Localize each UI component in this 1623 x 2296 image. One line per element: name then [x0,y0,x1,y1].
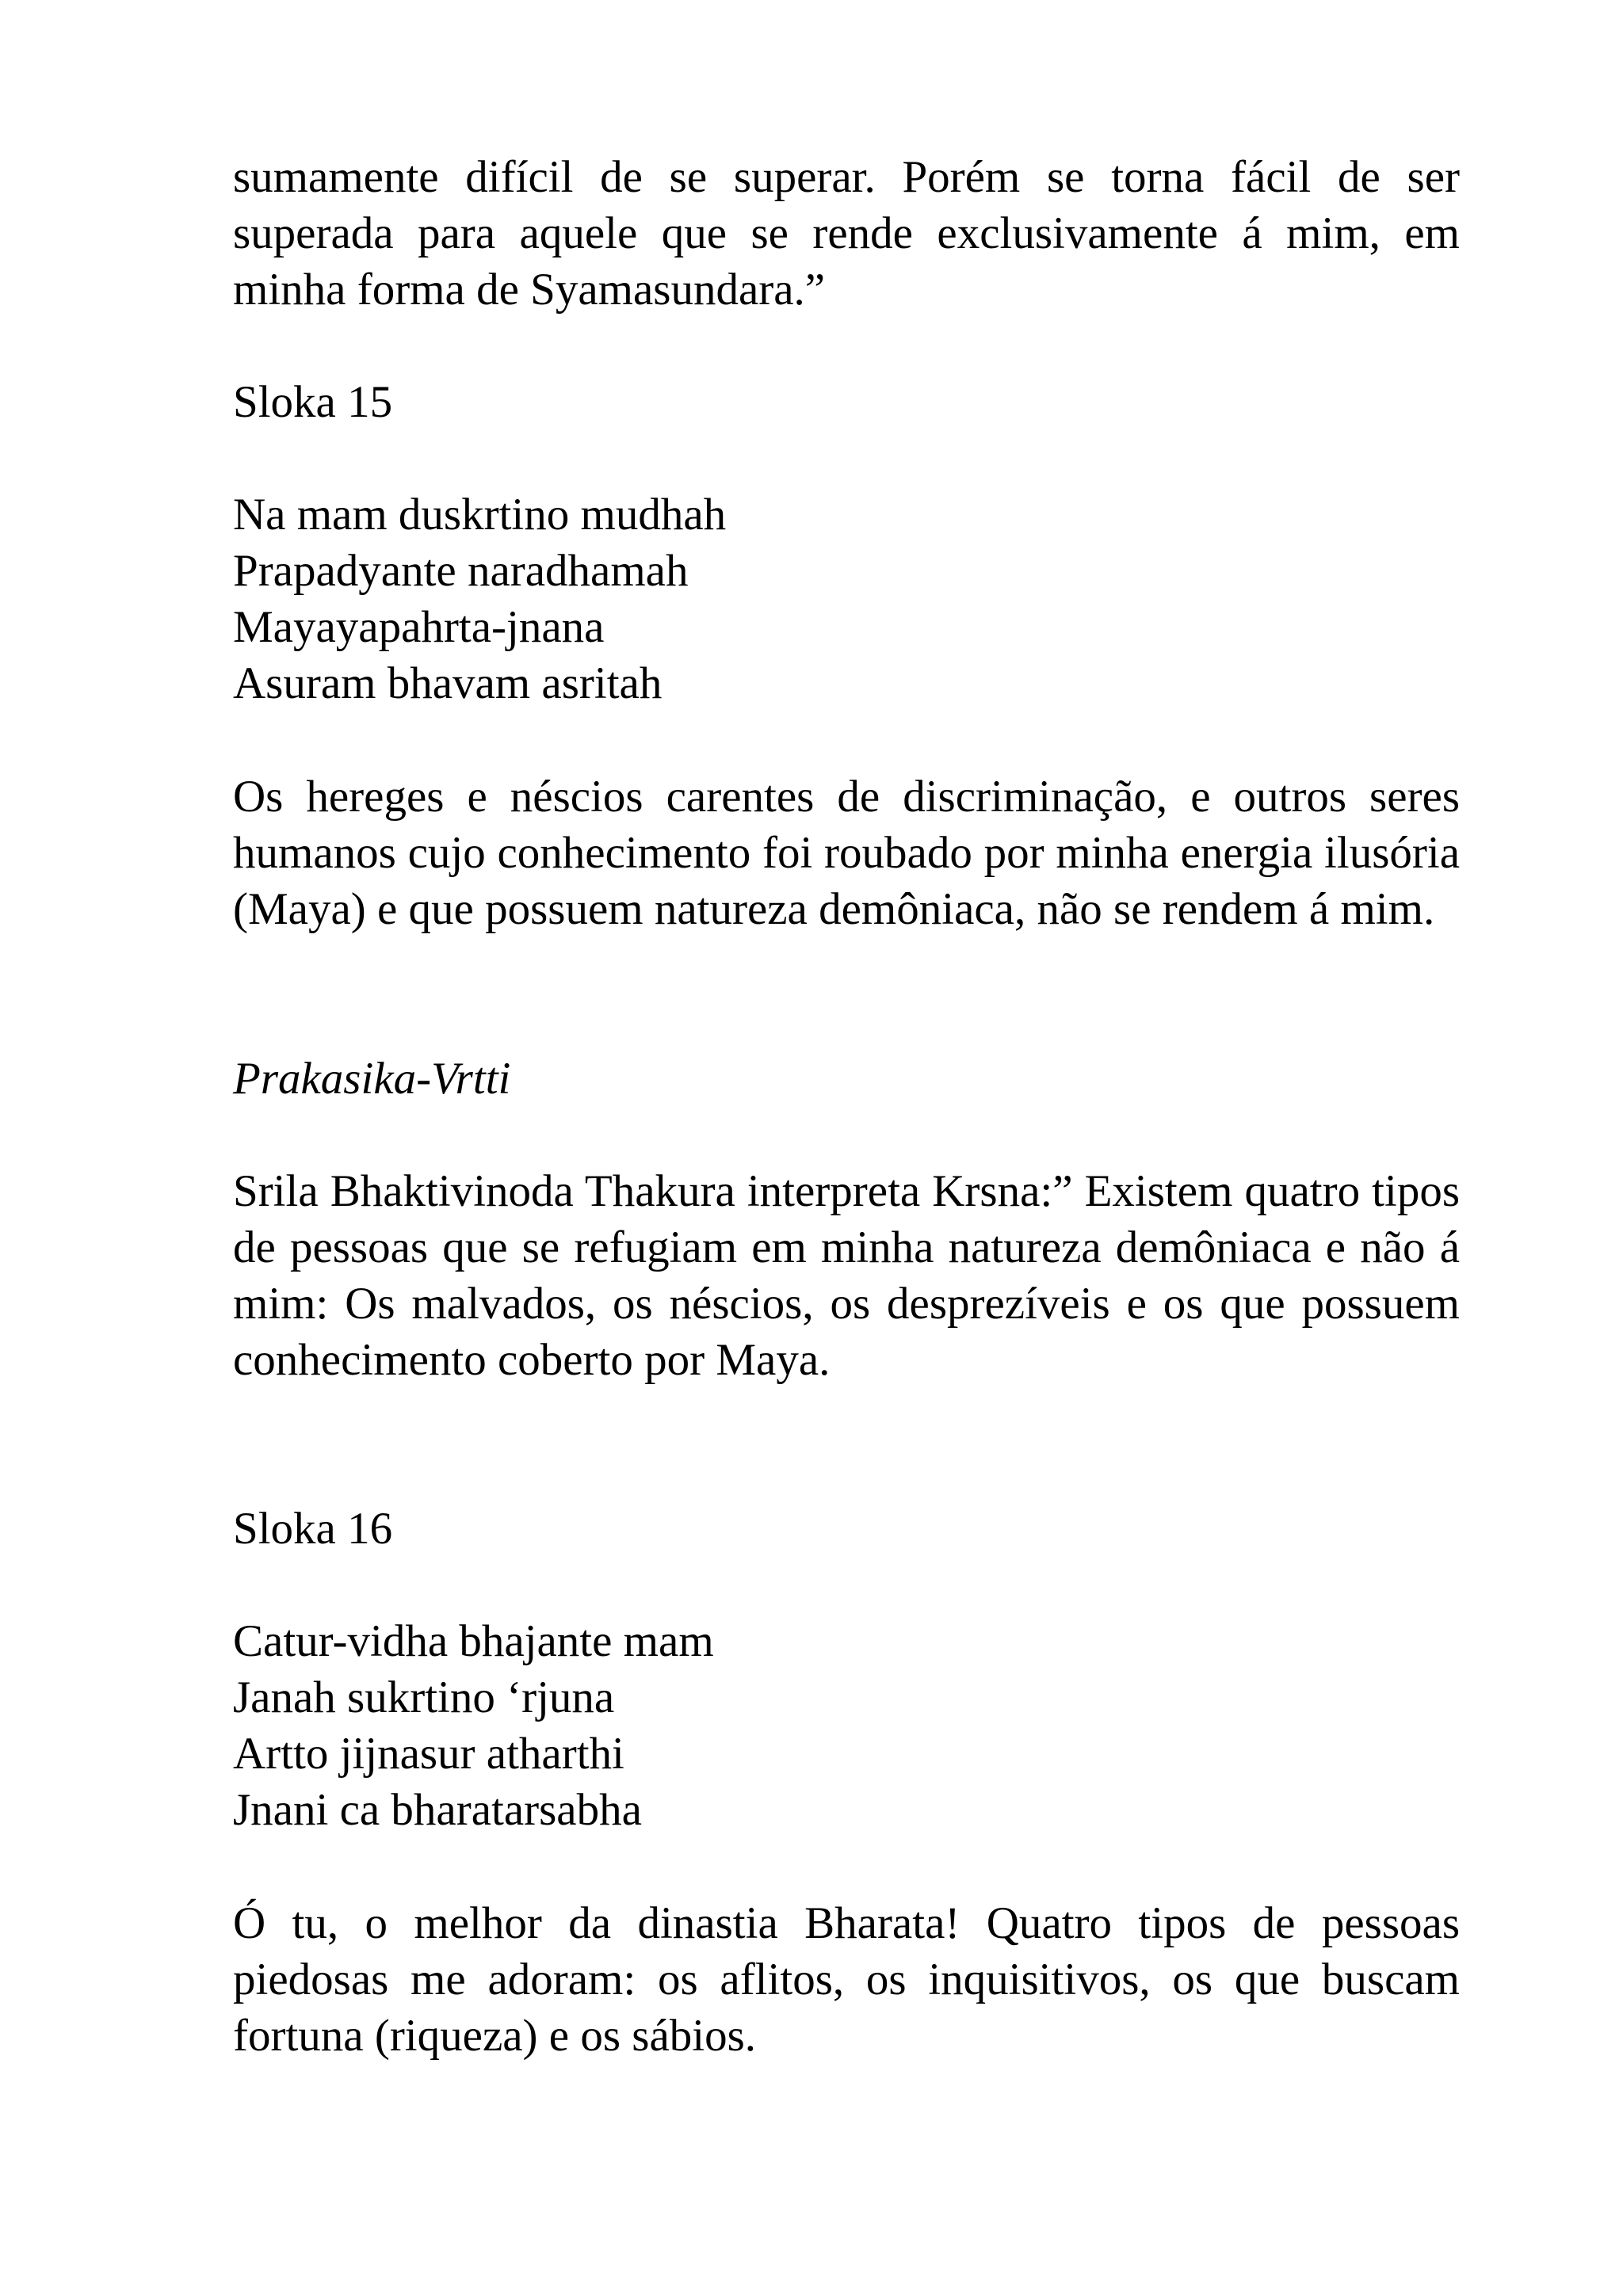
sloka-15-translation: Os hereges e néscios carentes de discriminação, e outros seres humanos cujo conhecimento foi roubado por minha energia ilusória (Maya) e que possuem natureza demôniaca, não se rendem á mim. [233,772,1460,934]
sloka-15-verse [233,486,1460,711]
verse-line: Asuram bhavam asritah [233,658,663,708]
verse-line: Janah sukrtino ‘rjuna [233,1672,615,1722]
commentary-heading: Prakasika-Vrtti [233,1054,511,1104]
sloka-16-verse [233,1613,1460,1838]
intro-paragraph: sumamente difícil de se superar. Porém se torna fácil de ser superada para aquele que se rende exclusivamente á mim, em minha forma de Syamasundara.” [233,152,1460,315]
verse-line: Mayayapahrta-jnana [233,602,605,652]
sloka-15-heading: Sloka 15 [233,377,393,427]
verse-line: Jnani ca bharatarsabha [233,1785,642,1835]
verse-line: Catur-vidha bhajante mam [233,1616,714,1666]
sloka-16-translation: Ó tu, o melhor da dinastia Bharata! Quatro tipos de pessoas piedosas me adoram: os aflitos, os inquisitivos, os que buscam fortuna (riqueza) e os sábios. [233,1898,1460,2061]
verse-line: Na mam duskrtino mudhah [233,490,727,540]
sloka-16-heading: Sloka 16 [233,1504,393,1554]
commentary-text: Srila Bhaktivinoda Thakura interpreta Krsna:” Existem quatro tipos de pessoas que se refugiam em minha natureza demôniaca e não á mim: Os malvados, os néscios, os desprezíveis e os que possuem conhecimento coberto por Maya. [233,1166,1460,1385]
verse-line: Prapadyante naradhamah [233,546,689,596]
verse-line: Artto jijnasur atharthi [233,1729,624,1779]
